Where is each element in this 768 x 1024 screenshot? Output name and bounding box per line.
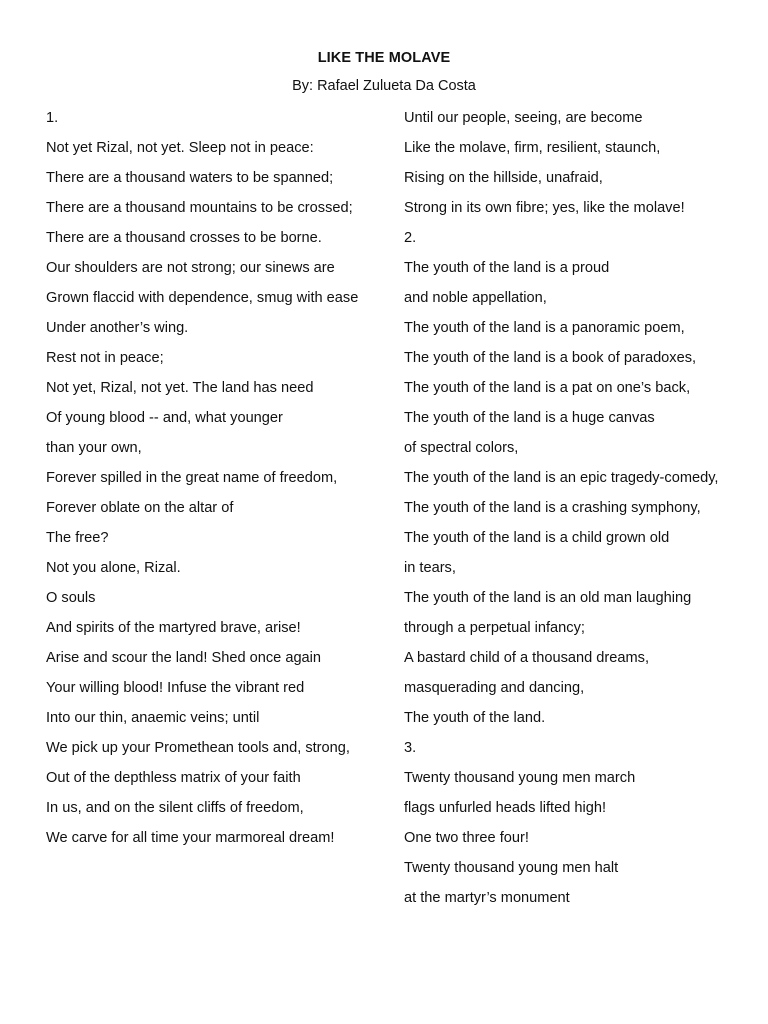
poem-line: through a perpetual infancy; [404, 620, 585, 636]
poem-line: The youth of the land is a child grown old [404, 530, 670, 546]
poem-line: O souls [46, 590, 96, 606]
poem-line: There are a thousand crosses to be borne. [46, 230, 322, 246]
poem-line: There are a thousand waters to be spanned; [46, 170, 334, 186]
poem-line: Arise and scour the land! Shed once again [46, 650, 322, 666]
poem-line: There are a thousand mountains to be crossed; [46, 200, 353, 216]
poem-line: Until our people, seeing, are become [404, 110, 643, 126]
poem-line: The youth of the land is an old man laughing [404, 590, 692, 606]
poem-line: Twenty thousand young men march [404, 770, 636, 786]
poem-title: LIKE THE MOLAVE [317, 50, 451, 66]
poem-line: Of young blood -- and, what younger [46, 410, 283, 426]
poem-line: One two three four! [404, 830, 529, 846]
poem-line: Strong in its own fibre; yes, like the molave! [404, 200, 685, 216]
poem-line: flags unfurled heads lifted high! [404, 800, 607, 816]
poem-line: of spectral colors, [404, 440, 519, 456]
poem-line: And spirits of the martyred brave, arise! [46, 620, 301, 636]
right-column [404, 108, 744, 918]
poem-line: A bastard child of a thousand dreams, [404, 650, 650, 666]
poem-line: Like the molave, firm, resilient, staunch, [404, 140, 661, 156]
poem-line: masquerading and dancing, [404, 680, 585, 696]
poem-line: than your own, [46, 440, 142, 456]
poem-line: Not you alone, Rizal. [46, 560, 181, 576]
poem-line: Grown flaccid with dependence, smug with ease [46, 290, 359, 306]
poem-line: The youth of the land is a pat on one’s back, [404, 380, 691, 396]
poem-line: Forever oblate on the altar of [46, 500, 234, 516]
poem-line: The youth of the land is a crashing symphony, [404, 500, 701, 516]
poem-line: Not yet Rizal, not yet. Sleep not in peace: [46, 140, 314, 156]
poem-line: The free? [46, 530, 109, 546]
poem-line: We pick up your Promethean tools and, strong, [46, 740, 350, 756]
poem-line: The youth of the land is an epic tragedy-comedy, [404, 470, 719, 486]
poem-line: The youth of the land. [404, 710, 546, 726]
poem-line: Under another’s wing. [46, 320, 189, 336]
poem-line: In us, and on the silent cliffs of freedom, [46, 800, 304, 816]
poem-line: Our shoulders are not strong; our sinews are [46, 260, 335, 276]
left-column [46, 108, 391, 858]
poem-line: Into our thin, anaemic veins; until [46, 710, 260, 726]
poem-line: The youth of the land is a panoramic poem, [404, 320, 685, 336]
poem-line: Rest not in peace; [46, 350, 164, 366]
poem-line: The youth of the land is a huge canvas [404, 410, 655, 426]
poem-line: 3. [404, 740, 417, 756]
poem-line: The youth of the land is a proud [404, 260, 610, 276]
poem-line: The youth of the land is a book of paradoxes, [404, 350, 697, 366]
poem-line: 2. [404, 230, 417, 246]
poem-line: Forever spilled in the great name of freedom, [46, 470, 338, 486]
poem-line: Your willing blood! Infuse the vibrant red [46, 680, 305, 696]
poem-line: Twenty thousand young men halt [404, 860, 619, 876]
poem-byline: By: Rafael Zulueta Da Costa [292, 78, 476, 94]
poem-line: Out of the depthless matrix of your faith [46, 770, 301, 786]
poem-line: 1. [46, 110, 59, 126]
poem-line: Rising on the hillside, unafraid, [404, 170, 603, 186]
poem-line: at the martyr’s monument [404, 890, 570, 906]
poem-line: and noble appellation, [404, 290, 547, 306]
poem-line: in tears, [404, 560, 456, 576]
poem-line: We carve for all time your marmoreal dream! [46, 830, 335, 846]
poem-line: Not yet, Rizal, not yet. The land has need [46, 380, 314, 396]
